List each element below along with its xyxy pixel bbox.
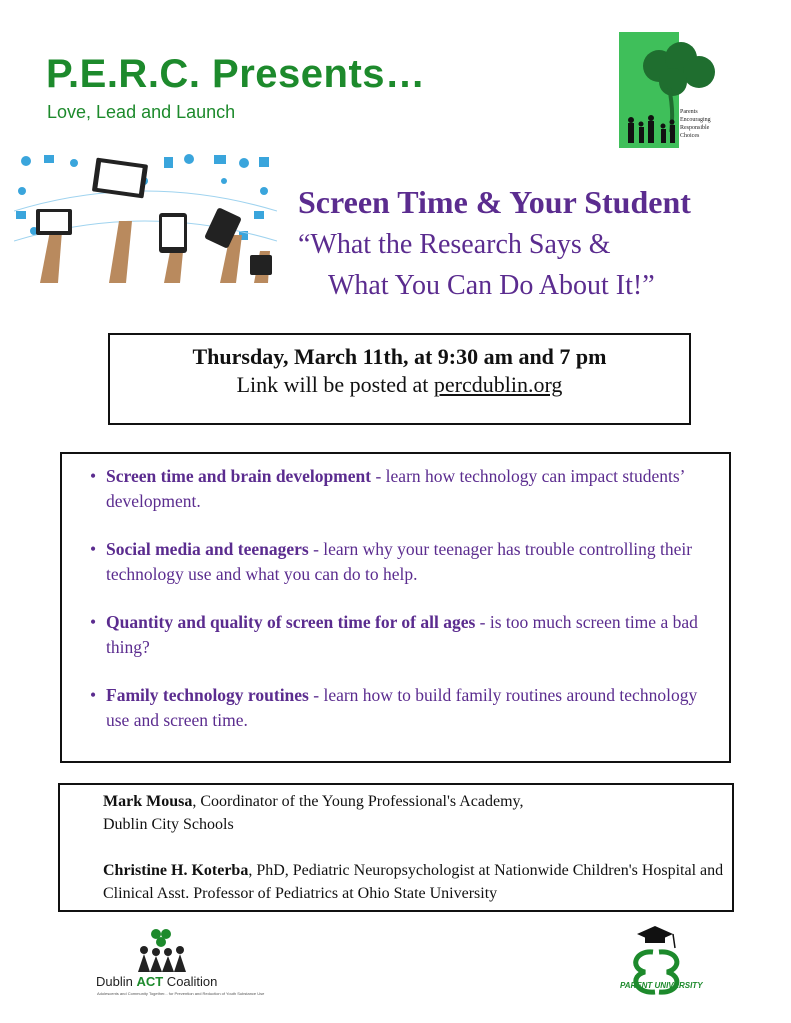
parent-university-text: PARENT UNIVERSITY	[620, 981, 703, 990]
link-notice	[110, 372, 689, 398]
topic-item	[106, 610, 722, 660]
link-prefix: Link will be posted at	[236, 372, 429, 397]
speaker-desc-line2: Dublin City Schools	[103, 816, 234, 833]
topic-item	[106, 464, 722, 514]
act-coalition-fineprint: Adolescents and Community Together... for Prevention and Reduction of Youth Substance Use	[97, 991, 265, 996]
topic-title: Quantity and quality of screen time for of all ages	[106, 612, 476, 632]
topics-box	[60, 452, 731, 763]
event-title: Screen Time & Your Student	[298, 184, 691, 220]
event-subtitle-line2: What You Can Do About It!”	[328, 270, 655, 301]
speaker-entry	[103, 790, 728, 836]
speaker-name: Christine H. Koterba	[103, 862, 249, 879]
topic-title: Family technology routines	[106, 685, 309, 705]
speaker-entry	[103, 859, 728, 905]
topic-desc: - learn why your teenager has trouble controlling their technology use and what you can do to help.	[106, 539, 693, 584]
hands-with-devices-illustration	[14, 151, 277, 283]
speakers-box	[58, 783, 734, 912]
speaker-desc: , Coordinator of the Young Professional's Academy,	[192, 793, 524, 810]
topic-desc: - learn how technology can impact students’ development.	[106, 466, 685, 511]
perc-shamrock-logo	[619, 32, 734, 148]
parent-university-logo	[615, 922, 700, 1002]
topic-desc: - learn how to build family routines around technology use and screen time.	[106, 685, 698, 730]
speaker-name: Mark Mousa	[103, 793, 193, 810]
topic-item	[106, 537, 722, 587]
event-subtitle-line1: “What the Research Says &	[298, 229, 611, 260]
act-coalition-name: Dublin ACT Coalition	[96, 974, 218, 989]
topic-desc: - is too much screen time a bad thing?	[106, 612, 698, 657]
topic-title: Social media and teenagers	[106, 539, 309, 559]
tagline: Love, Lead and Launch	[47, 102, 236, 122]
topic-item	[106, 683, 722, 733]
logo-acronym: Parents Encouraging Responsible Choices	[680, 109, 711, 139]
speaker-desc: , PhD, Pediatric Neuropsychologist at Nationwide Children's Hospital and Clinical Asst. Professor of Pediatrics at Ohio State University	[103, 862, 724, 902]
page-title: P.E.R.C. Presents…	[46, 52, 426, 96]
topic-title: Screen time and brain development	[106, 466, 372, 486]
schedule-box	[108, 333, 691, 425]
website-link[interactable]: percdublin.org	[433, 372, 563, 397]
event-date: Thursday, March 11th, at 9:30 am and 7 pm	[192, 344, 607, 369]
